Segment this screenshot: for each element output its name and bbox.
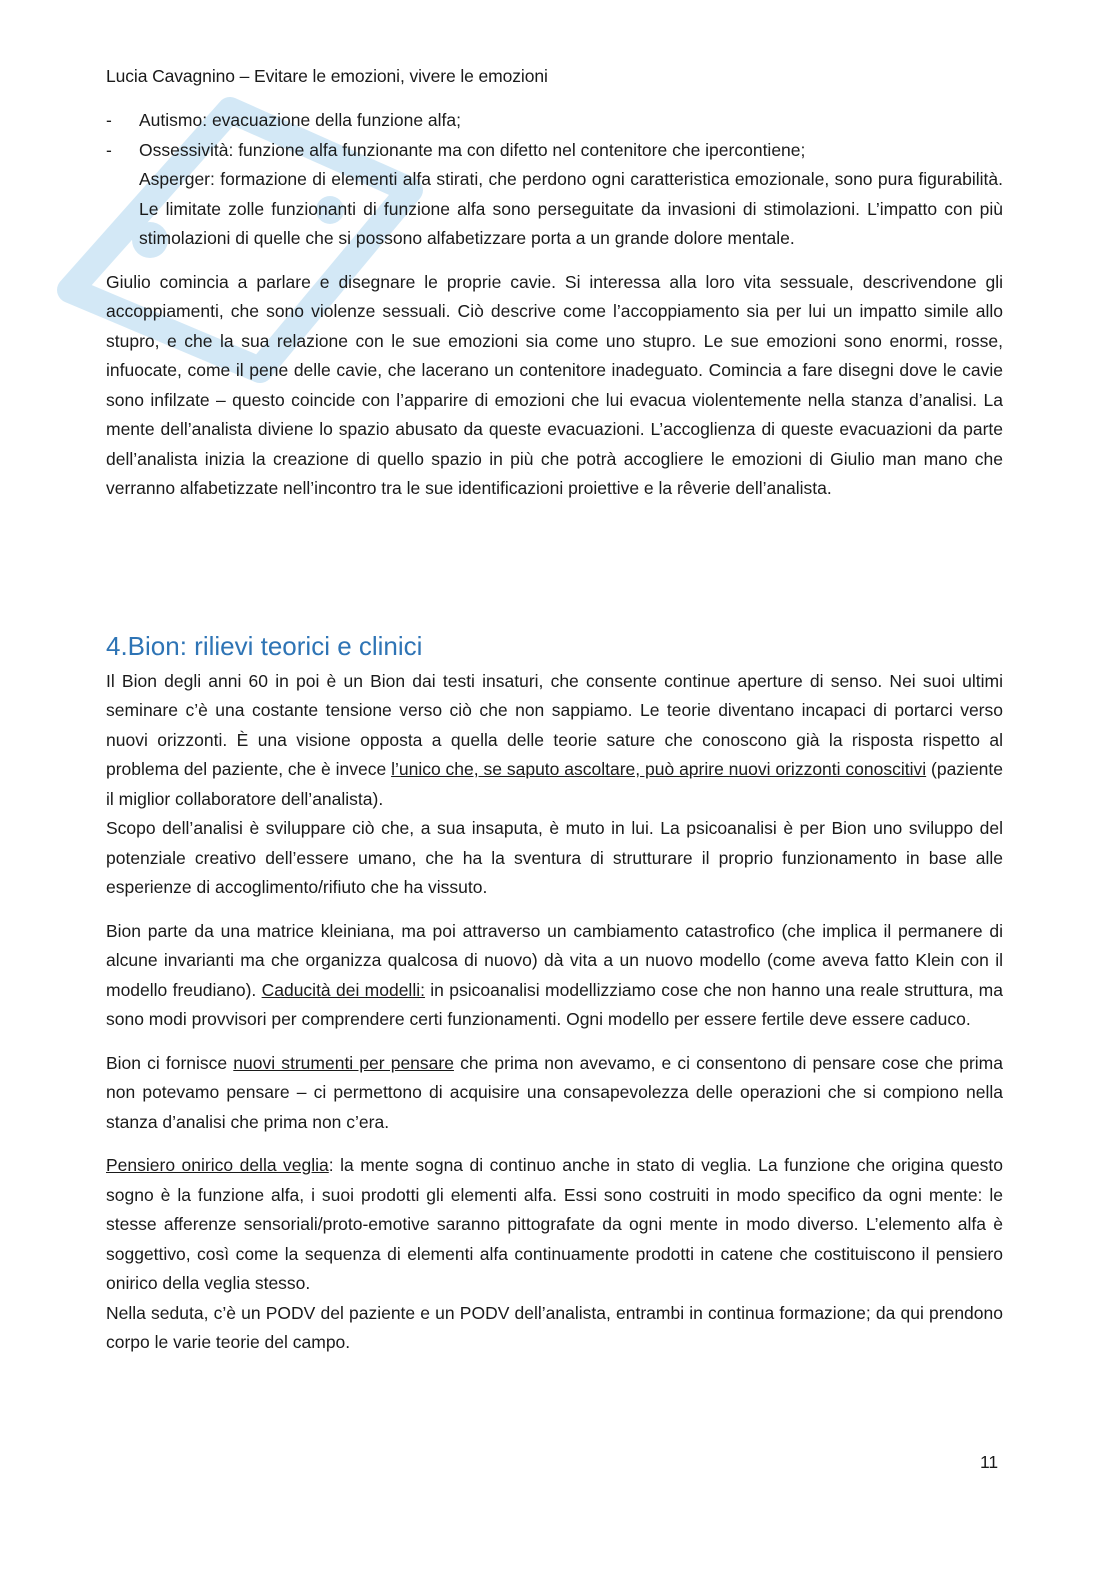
paragraph-bion-1 [106,667,1003,815]
paragraph-bion-4 [106,1151,1003,1299]
underlined-text: Caducità dei modelli: [261,979,425,1000]
bullet-list [106,106,1003,254]
paragraph-giulio: Giulio comincia a parlare e disegnare le proprie cavie. Si interessa alla loro vita sessuale, descrivendone gli accoppiamenti, che sono violenze sessuali. Ciò descrive come l’accoppiamento sia per lui un impatto simile allo stupro, e che la sua relazione con le sue emozioni sia come uno stupro. Le sue emozioni sono enormi, rosse, infuocate, come il pene delle cavie, che lacerano un contenitore inadeguato. Comincia a fare disegni dove le cavie sono infilzate – questo coincide con l’apparire di emozioni che lui evacua violentemente nella stanza d’analisi. La mente dell’analista diviene lo spazio abusato da queste evacuazioni. L’accoglienza di queste evacuazioni da parte dell’analista inizia la creazione di quello spazio in più che potrà accogliere le emozioni di Giulio man mano che verranno alfabetizzate nell’incontro tra le sue identificazioni proiettive e la rêverie dell’analista. [106,271,1003,498]
page-number: 11 [980,1452,999,1472]
list-item [106,106,1003,136]
text-run: : la mente sogna di continuo anche in stato di veglia. La funzione che origina questo sogno è la funzione alfa, i suoi prodotti gli elementi alfa. Essi sono costruiti in modo specifico da ogni mente: le stesse afferenze sensoriali/proto-emotive saranno pittografate da ogni mente in modo diverso. L’elemento alfa è soggettivo, così come la sequenza di elementi alfa continuamente prodotti in catene che costituiscono il pensiero onirico della veglia stesso. [106,1155,1004,1293]
text-run: Il Bion degli anni 60 in poi è un Bion dai testi insaturi, che consente continue aperture di senso. Nei suoi ultimi seminare c’è una costante tensione verso ciò che non sappiamo. Le teorie diventano incapaci di portarci verso nuovi orizzonti. È una visione opposta a quella delle teorie sature che conoscono già la risposta rispetto al problema del paziente, che è invece [106,670,1003,779]
list-item-text: Autismo: evacuazione della funzione alfa; [139,110,462,130]
text-run: che prima non avevamo, e ci consentono di pensare cose che prima non potevamo pensare – ci permettono di acquisire una consapevolezza delle operazioni che si compiono nella stanza d’analisi che prima non c’era. [106,1052,1003,1132]
text-run: in psicoanalisi modellizziamo cose che non hanno una reale struttura, ma sono modi provvisori per comprendere certi funzionamenti. Ogni modello per essere fertile deve essere caduco. [106,979,1003,1029]
paragraph-bion-2 [106,917,1003,1035]
list-dash: - [106,139,112,160]
list-item [106,165,1003,254]
paragraph-bion-4b: Nella seduta, c’è un PODV del paziente e un PODV dell’analista, entrambi in continua formazione; da qui prendono corpo le varie teorie del campo. [106,1302,1003,1352]
list-item-text: Asperger: formazione di elementi alfa stirati, che perdono ogni caratteristica emozionale, sono pura figurabilità. Le limitate zolle funzionanti di funzione alfa sono perseguitate da invasioni di stimolazioni. L’impatto con più stimolazioni di quelle che si possono alfabetizzare porta a un grande dolore mentale. [139,169,1003,248]
section-heading: 4.Bion: rilievi teorici e clinici [106,630,423,661]
page-header: Lucia Cavagnino – Evitare le emozioni, vivere le emozioni [106,66,548,86]
list-item-text: Ossessività: funzione alfa funzionante ma con difetto nel contenitore che ipercontiene; [139,139,806,160]
text-run: Bion ci fornisce [106,1052,234,1073]
underlined-text: nuovi strumenti per pensare [233,1052,454,1073]
paragraph-bion-1b: Scopo dell’analisi è sviluppare ciò che, a sua insaputa, è muto in lui. La psicoanalisi è per Bion uno sviluppo del potenziale creativo dell’essere umano, che ha la sventura di strutturare il proprio funzionamento in base alle esperienze di accoglimento/rifiuto che ha vissuto. [106,818,1003,897]
paragraph-bion-3 [106,1049,1003,1138]
text-run: (paziente il miglior collaboratore dell’analista). [106,759,1003,809]
list-item [106,136,1003,166]
underlined-text: Pensiero onirico della veglia [106,1155,329,1175]
page-content [106,106,1003,1372]
underlined-text: l’unico che, se saputo ascoltare, può aprire nuovi orizzonti conoscitivi [391,759,927,779]
list-dash: - [106,110,112,130]
text-run: Bion parte da una matrice kleiniana, ma poi attraverso un cambiamento catastrofico (che implica il permanere di alcune invarianti ma che organizza qualcosa di nuovo) dà vita a un nuovo modello (come aveva fatto Klein con il modello freudiano). [106,920,1003,1000]
